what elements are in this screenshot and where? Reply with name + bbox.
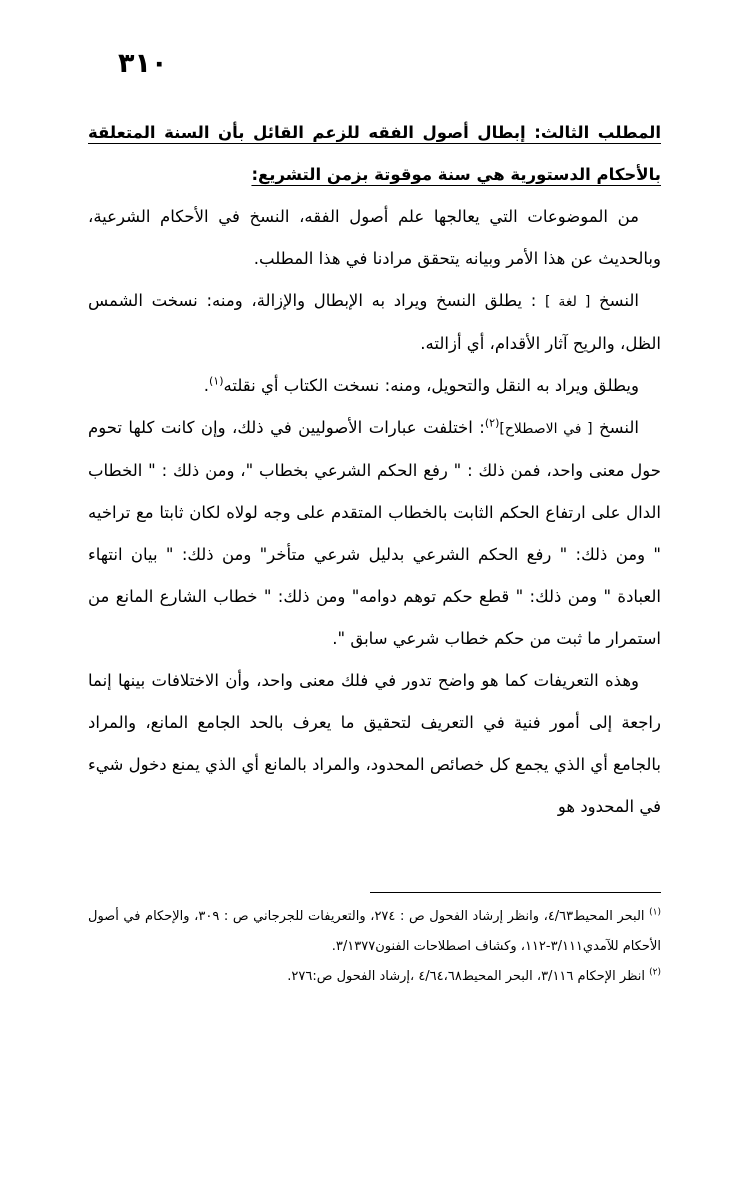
term-lead: النسخ (599, 291, 639, 310)
main-text (88, 112, 661, 828)
term-qualifier: [ في الاصطلاح] (499, 421, 593, 437)
paragraph-linguistic-definition (88, 280, 661, 365)
footnote-2 (88, 962, 661, 992)
footnote-text: البحر المحيط٤/٦٣، وانظر إرشاد الفحول ص : ٢٧٤، والتعريفات للجرجاني ص : ٣٠٩، والإحكام في أصول الأحكام للآمدي٣/١١١-١١٢، وكشاف اصطلاحات الفنون٣/١٣٧٧. (88, 909, 661, 954)
footnote-mark: (٢) (649, 967, 661, 978)
footnote-mark: (١) (649, 907, 662, 918)
footnote-text: انظر الإحكام ٣/١١٦، البحر المحيط٤/٦٤،٦٨ ،إرشاد الفحول ص:٢٧٦. (287, 969, 645, 984)
footnote-divider (370, 892, 661, 893)
footnote-1 (88, 902, 661, 962)
paragraph-transfer-meaning (88, 365, 661, 407)
paragraph-definitions-analysis (88, 660, 661, 828)
footnotes (88, 902, 661, 992)
paragraph-intro (88, 196, 661, 280)
footnote-ref-1: (١) (209, 374, 224, 388)
page-number: ٣١٠ (118, 48, 168, 79)
footnote-ref-2: (٢) (484, 416, 500, 430)
paragraph-tail: . (203, 376, 209, 395)
term-qualifier: [ لغة ] (545, 294, 591, 310)
term-lead: النسخ (599, 418, 639, 437)
paragraph-text: : اختلفت عبارات الأصوليين في ذلك، وإن كانت كلها تحوم حول معنى واحد، فمن ذلك : " رفع الحكم الشرعي بخطاب "، ومن ذلك : " الخطاب الدال على ارتفاع الحكم الثابت بالخطاب المتقدم على وجه لولاه لكان ثابتا مع تراخيه " ومن ذلك: " رفع الحكم الشرعي بدليل شرعي متأخر" ومن ذلك: " بيان انتهاء العبادة " ومن ذلك: " قطع حكم توهم دوامه" ومن ذلك: " خطاب الشارع المانع من استمرار ما ثبت من حكم خطاب شرعي سابق ". (88, 418, 661, 648)
paragraph-text: ويطلق ويراد به النقل والتحويل، ومنه: نسخت الكتاب أي نقلته (223, 376, 639, 395)
paragraph-technical-definition (88, 407, 661, 660)
paragraph-intro-text: من الموضوعات التي يعالجها علم أصول الفقه، النسخ في الأحكام الشرعية، وبالحديث عن هذا الأمر وبيانه يتحقق مرادنا في هذا المطلب. (88, 207, 661, 268)
paragraph-text: : يطلق النسخ ويراد به الإبطال والإزالة، ومنه: نسخت الشمس الظل، والريح آثار الأقدام، أي أزالته. (88, 291, 661, 353)
paragraph-text: وهذه التعريفات كما هو واضح تدور في فلك معنى واحد، وأن الاختلافات بينها إنما راجعة إلى أمور فنية في التعريف لتحقيق ما يعرف بالحد الجامع المانع، والمراد بالجامع أي الذي يجمع كل خصائص المحدود، والمراد بالمانع أي الذي يمنع دخول شيء في المحدود هو (88, 671, 661, 816)
section-heading: المطلب الثالث: إبطال أصول الفقه للزعم القائل بأن السنة المتعلقة بالأحكام الدستورية هي سنة موقوتة بزمن التشريع: (88, 123, 661, 184)
